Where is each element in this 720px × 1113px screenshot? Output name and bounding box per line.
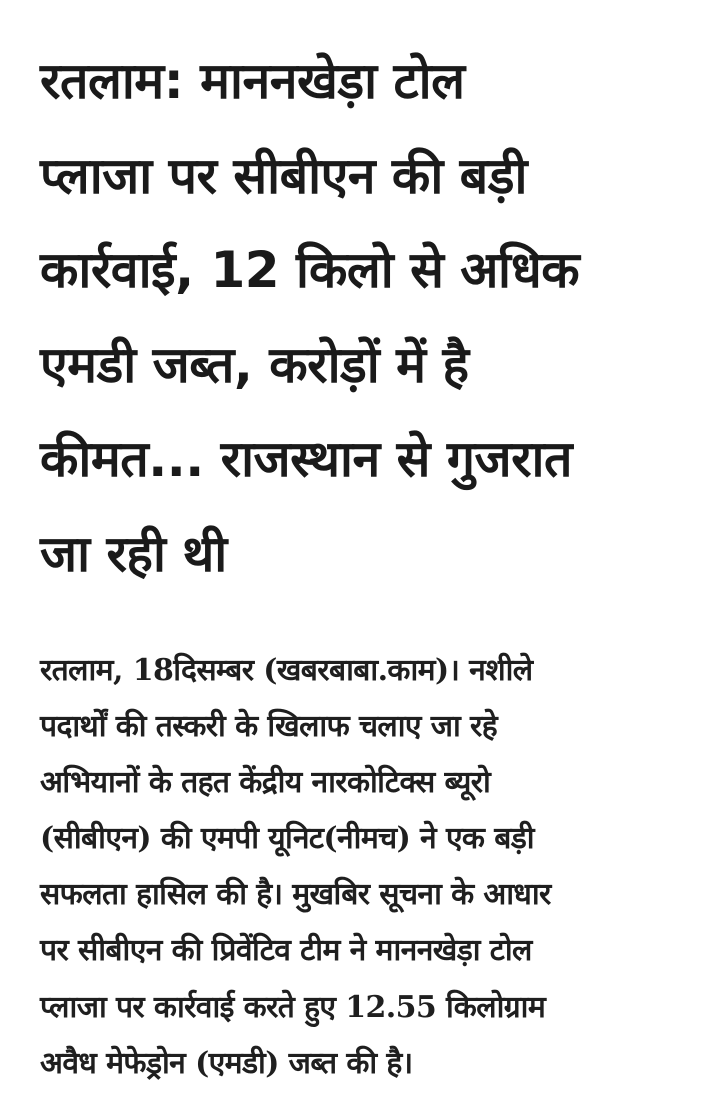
article-body bbox=[40, 643, 700, 1092]
body-line-5: सफलता हासिल की है। मुखबिर सूचना के आधार bbox=[40, 877, 551, 913]
body-line-4: (सीबीएन) की एमपी यूनिट(नीमच) ने एक बड़ी bbox=[40, 821, 534, 857]
body-line-6: पर सीबीएन की प्रिवेंटिव टीम ने माननखेड़ा टोल bbox=[40, 933, 532, 969]
headline-line-2: प्लाजा पर सीबीएन की बड़ी bbox=[40, 146, 527, 205]
article-headline bbox=[40, 34, 700, 601]
body-line-2: पदार्थों की तस्करी के खिलाफ चलाए जा रहे bbox=[40, 709, 498, 745]
headline-line-3: कार्रवाई, 12 किलो से अधिक bbox=[40, 241, 580, 299]
headline-line-4: एमडी जब्त, करोड़ों में है bbox=[40, 335, 469, 394]
headline-line-5: कीमत... राजस्थान से गुजरात bbox=[40, 430, 573, 488]
headline-line-6: जा रही थी bbox=[40, 524, 227, 583]
body-line-7: प्लाजा पर कार्रवाई करते हुए 12.55 किलोग्राम bbox=[40, 989, 546, 1025]
body-line-8: अवैध मेफेड्रोन (एमडी) जब्त की है। bbox=[40, 1045, 413, 1081]
body-line-1: रतलाम, 18दिसम्बर (खबरबाबा.काम)। नशीले bbox=[40, 653, 533, 688]
body-line-3: अभियानों के तहत केंद्रीय नारकोटिक्स ब्यूरो bbox=[40, 765, 491, 801]
headline-line-1: रतलाम: माननखेड़ा टोल bbox=[40, 52, 465, 110]
